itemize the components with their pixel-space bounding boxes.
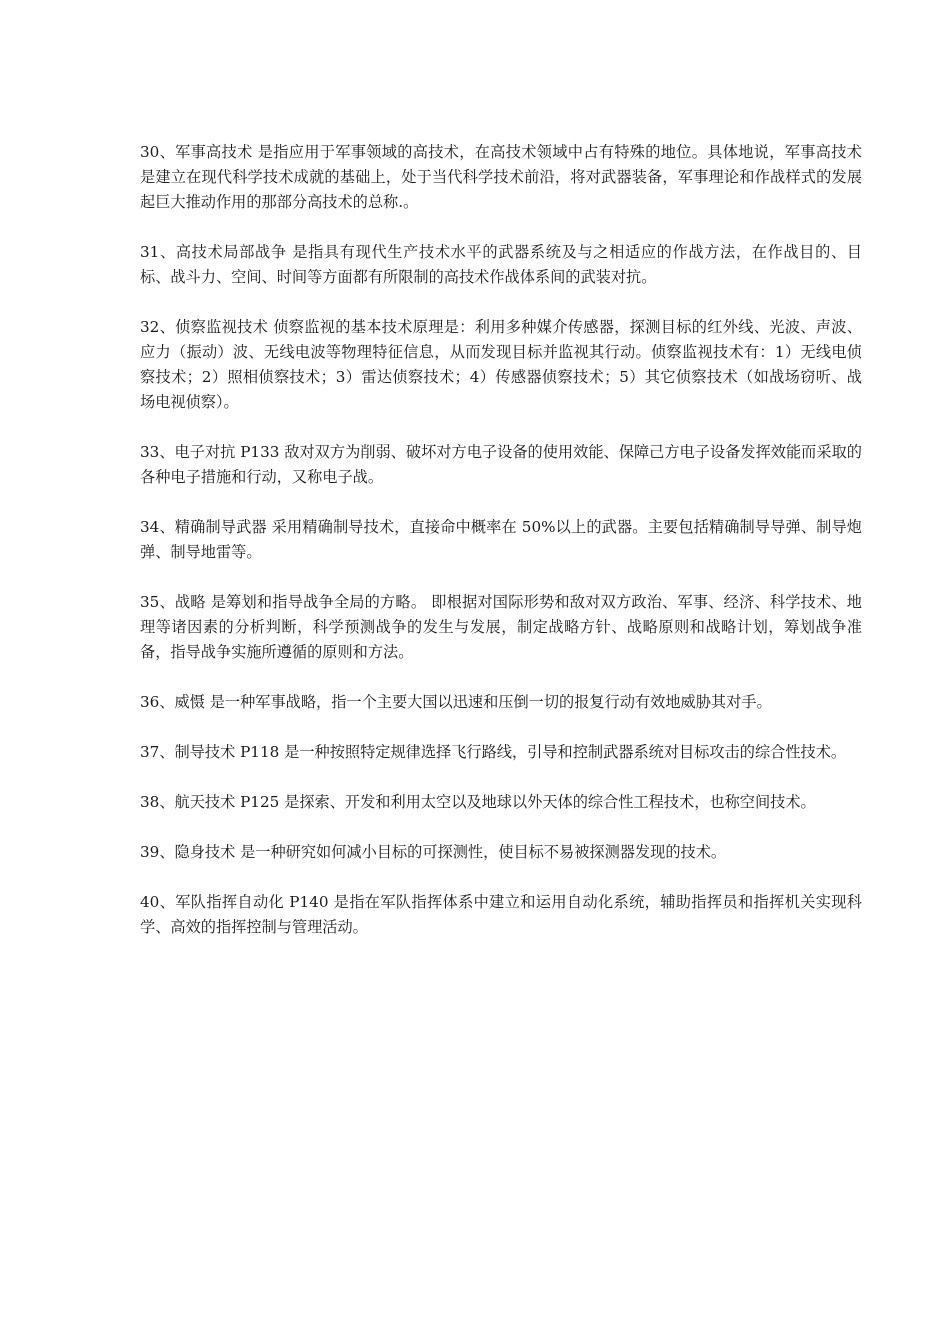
entry-37: 37、制导技术 P118 是一种按照特定规律选择飞行路线，引导和控制武器系统对目标攻击的综合性技术。 <box>140 743 847 761</box>
document-body <box>140 140 862 965</box>
entry-36: 36、威慑 是一种军事战略，指一个主要大国以迅速和压倒一切的报复行动有效地威胁其对手。 <box>140 693 772 711</box>
entry-35: 35、战略 是筹划和指导战争全局的方略。 即根据对国际形势和敌对双方政治、军事、经济、科学技术、地理等诸因素的分析判断，科学预测战争的发生与发展，制定战略方针、战略原则和战略计划，筹划战争准备，指导战争实施所遵循的原则和方法。 <box>140 593 862 661</box>
entry-40: 40、军队指挥自动化 P140 是指在军队指挥体系中建立和运用自动化系统，辅助指挥员和指挥机关实现科学、高效的指挥控制与管理活动。 <box>140 893 862 936</box>
entry-38: 38、航天技术 P125 是探索、开发和利用太空以及地球以外天体的综合性工程技术，也称空间技术。 <box>140 793 816 811</box>
entry-34: 34、精确制导武器 采用精确制导技术，直接命中概率在 50%以上的武器。主要包括精确制导导弹、制导炮弹、制导地雷等。 <box>140 518 862 561</box>
entry-39: 39、隐身技术 是一种研究如何减小目标的可探测性，使目标不易被探测器发现的技术。 <box>140 843 727 861</box>
entry-31: 31、高技术局部战争 是指具有现代生产技术水平的武器系统及与之相适应的作战方法，在作战目的、目标、战斗力、空间、时间等方面都有所限制的高技术作战体系间的武装对抗。 <box>140 243 862 286</box>
entry-30: 30、军事高技术 是指应用于军事领域的高技术，在高技术领域中占有特殊的地位。具体地说，军事高技术是建立在现代科学技术成就的基础上，处于当代科学技术前沿，将对武器装备，军事理论和作战样式的发展起巨大推动作用的那部分高技术的总称.。 <box>140 143 862 211</box>
entry-33: 33、电子对抗 P133 敌对双方为削弱、破坏对方电子设备的使用效能、保障己方电子设备发挥效能而采取的各种电子措施和行动，又称电子战。 <box>140 443 862 486</box>
entry-32: 32、侦察监视技术 侦察监视的基本技术原理是：利用多种媒介传感器，探测目标的红外线、光波、声波、应力（振动）波、无线电波等物理特征信息，从而发现目标并监视其行动。侦察监视技术有：1）无线电侦察技术；2）照相侦察技术；3）雷达侦察技术；4）传感器侦察技术；5）其它侦察技术（如战场窃听、战场电视侦察）。 <box>140 318 862 411</box>
